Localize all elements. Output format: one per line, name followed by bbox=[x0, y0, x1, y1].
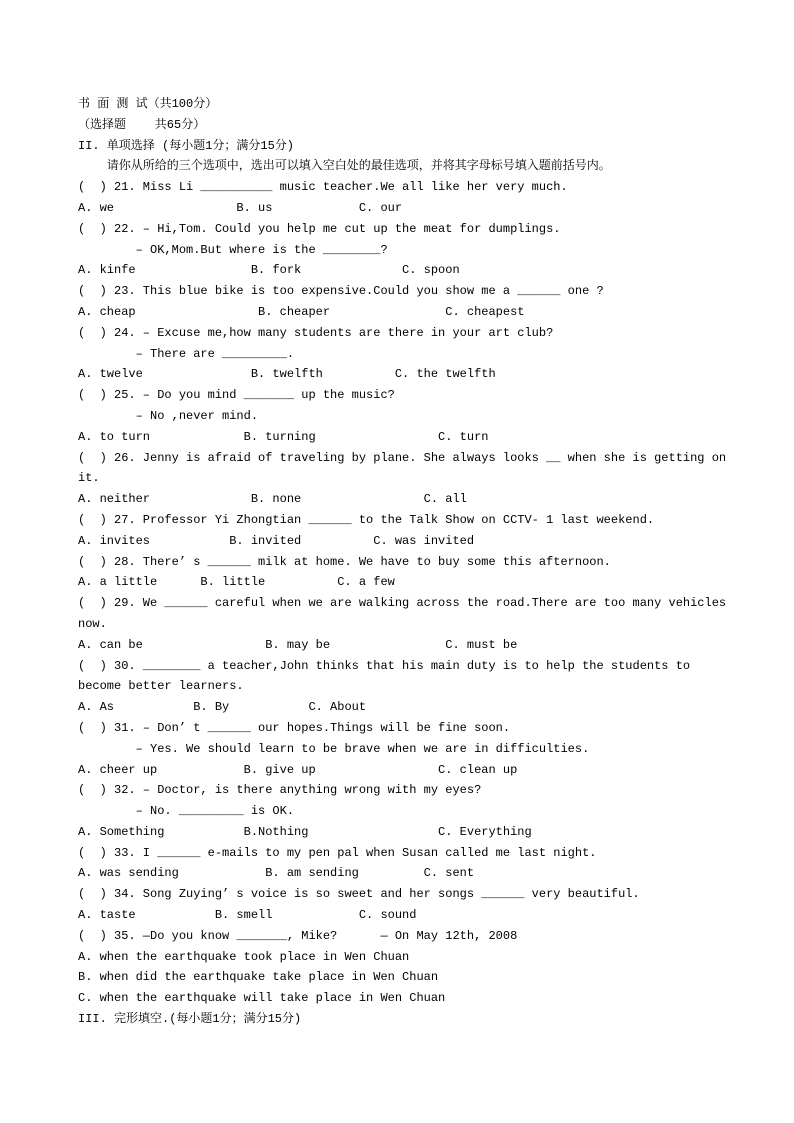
options-line: A. taste B. smell C. sound bbox=[78, 908, 417, 923]
question-stem-continuation: – No. _________ is OK. bbox=[78, 804, 295, 819]
question-stem-continuation: become better learners. bbox=[78, 679, 244, 694]
question-30 bbox=[78, 656, 778, 718]
question-stem-continuation: – There are _________. bbox=[78, 346, 295, 361]
options-line: A. to turn B. turning C. turn bbox=[78, 429, 489, 444]
question-stem-continuation: now. bbox=[78, 616, 107, 631]
question-34 bbox=[78, 884, 778, 926]
question-21 bbox=[78, 177, 778, 219]
question-stem: ( ) 31. – Don’ t ______ our hopes.Things will be fine soon. bbox=[78, 720, 511, 735]
question-stem: ( ) 30. ________ a teacher,John thinks that his main duty is to help the students to bbox=[78, 658, 691, 673]
options-line: A. cheap B. cheaper C. cheapest bbox=[78, 304, 525, 319]
page-title: 书 面 测 试（共100分） bbox=[78, 97, 218, 111]
options-line: A. a little B. little C. a few bbox=[78, 575, 395, 590]
question-stem: ( ) 23. This blue bike is too expensive.Could you show me a ______ one ? bbox=[78, 284, 604, 299]
section-heading-multiple-choice: II. 单项选择 (每小题1分；满分15分) bbox=[78, 138, 295, 153]
question-stem: ( ) 35. —Do you know _______, Mike? — On May 12th, 2008 bbox=[78, 928, 518, 943]
question-stem: ( ) 29. We ______ careful when we are walking across the road.There are too many vehicles bbox=[78, 596, 727, 611]
exam-paper-page bbox=[78, 94, 778, 1030]
section-heading-cloze: III. 完形填空.(每小题1分；满分15分) bbox=[78, 1012, 302, 1027]
question-27 bbox=[78, 510, 778, 552]
option-a-line: A. when the earthquake took place in Wen Chuan bbox=[78, 949, 410, 964]
question-stem: ( ) 26. Jenny is afraid of traveling by plane. She always looks __ when she is getting on bbox=[78, 450, 727, 465]
options-line: A. can be B. may be C. must be bbox=[78, 637, 518, 652]
option-b-line: B. when did the earthquake take place in Wen Chuan bbox=[78, 970, 439, 985]
options-line: A. twelve B. twelfth C. the twelfth bbox=[78, 367, 496, 382]
question-26 bbox=[78, 448, 778, 510]
question-22 bbox=[78, 219, 778, 281]
question-stem: ( ) 25. – Do you mind _______ up the music? bbox=[78, 388, 395, 403]
question-25 bbox=[78, 385, 778, 447]
options-line: A. cheer up B. give up C. clean up bbox=[78, 762, 518, 777]
question-stem: ( ) 28. There’ s ______ milk at home. We have to buy some this afternoon. bbox=[78, 554, 611, 569]
question-stem: ( ) 33. I ______ e-mails to my pen pal when Susan called me last night. bbox=[78, 845, 597, 860]
question-stem-continuation: – No ,never mind. bbox=[78, 408, 259, 423]
options-line: A. Something B.Nothing C. Everything bbox=[78, 824, 532, 839]
question-32 bbox=[78, 780, 778, 842]
question-stem: ( ) 27. Professor Yi Zhongtian ______ to the Talk Show on CCTV- 1 last weekend. bbox=[78, 512, 655, 527]
options-line: A. As B. By C. About bbox=[78, 700, 367, 715]
question-stem: ( ) 21. Miss Li __________ music teacher.We all like her very much. bbox=[78, 180, 568, 195]
section-instructions: 请你从所给的三个选项中，选出可以填入空白处的最佳选项，并将其字母标号填入题前括号内。 bbox=[78, 159, 611, 174]
options-line: A. kinfe B. fork C. spoon bbox=[78, 263, 460, 278]
question-stem-continuation: – Yes. We should learn to be brave when we are in difficulties. bbox=[78, 741, 590, 756]
question-33 bbox=[78, 843, 778, 885]
question-24 bbox=[78, 323, 778, 385]
options-line: A. invites B. invited C. was invited bbox=[78, 533, 475, 548]
question-stem-continuation: it. bbox=[78, 471, 100, 486]
options-line: A. neither B. none C. all bbox=[78, 492, 467, 507]
question-stem: ( ) 32. – Doctor, is there anything wrong with my eyes? bbox=[78, 783, 482, 798]
question-stem: ( ) 24. – Excuse me,how many students are there in your art club? bbox=[78, 325, 554, 340]
question-29 bbox=[78, 593, 778, 655]
options-line: A. was sending B. am sending C. sent bbox=[78, 866, 475, 881]
question-31 bbox=[78, 718, 778, 780]
option-c-line: C. when the earthquake will take place in Wen Chuan bbox=[78, 991, 446, 1006]
question-23 bbox=[78, 281, 778, 323]
page-subtitle: （选择题 共65分） bbox=[78, 117, 206, 132]
question-stem: ( ) 34. Song Zuying’ s voice is so sweet and her songs ______ very beautiful. bbox=[78, 887, 640, 902]
question-stem: ( ) 22. – Hi,Tom. Could you help me cut up the meat for dumplings. bbox=[78, 221, 561, 236]
question-35 bbox=[78, 926, 778, 1009]
question-stem-continuation: – OK,Mom.But where is the ________? bbox=[78, 242, 388, 257]
question-28 bbox=[78, 552, 778, 594]
options-line: A. we B. us C. our bbox=[78, 200, 403, 215]
